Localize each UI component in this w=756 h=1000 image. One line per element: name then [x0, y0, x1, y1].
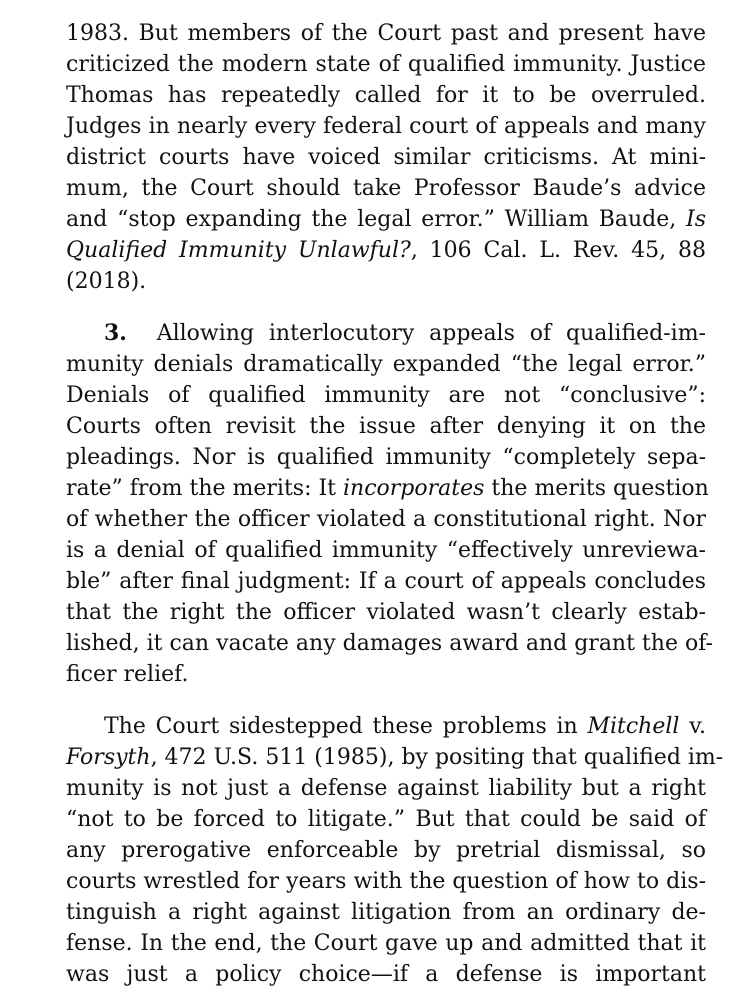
text-line: fense. In the end, the Court gave up and admitted that it: [66, 931, 706, 956]
paragraph-3: [66, 711, 724, 990]
text-line: Judges in nearly every federal court of appeals and many: [66, 114, 706, 139]
text-line: mum, the Court should take Professor Baude’s advice: [66, 176, 706, 201]
italic-emphasis: incorporates: [343, 476, 485, 501]
text-line: [66, 204, 706, 235]
section-number: 3.: [104, 320, 127, 346]
text-line: munity denials dramatically expanded “the legal error.”: [66, 352, 706, 377]
text-segment: The Court sidestepped these problems in: [104, 714, 588, 739]
text-line: (2018).: [66, 269, 147, 294]
text-segment: , 106 Cal. L. Rev. 45, 88: [410, 238, 706, 263]
text-line: criticized the modern state of qualified immunity. Justice: [66, 52, 706, 77]
text-line: ble” after final judgment: If a court of appeals concludes: [66, 569, 706, 594]
text-line: [66, 318, 706, 349]
text-line: pleadings. Nor is qualified immunity “completely sepa-: [66, 445, 706, 470]
document-page: [66, 18, 724, 990]
text-line: [66, 235, 706, 266]
paragraph-1: [66, 18, 706, 297]
italic-case-name: Forsyth: [66, 745, 151, 770]
text-line: [66, 742, 724, 773]
text-segment: , 472 U.S. 511 (1985), by positing that qualified im-: [150, 745, 724, 770]
text-line: any prerogative enforceable by pretrial dismissal, so: [66, 838, 706, 863]
italic-case-name: Mitchell: [587, 714, 680, 739]
text-line: munity is not just a defense against liability but a right: [66, 776, 706, 801]
text-segment: Allowing interlocutory appeals of qualified-im-: [156, 321, 706, 346]
italic-citation: Qualified Immunity Unlawful?: [66, 238, 411, 263]
text-line: of whether the officer violated a constitutional right. Nor: [66, 507, 706, 532]
text-line: Courts often revisit the issue after denying it on the: [66, 414, 706, 439]
text-line: 1983. But members of the Court past and present have: [66, 21, 706, 46]
paragraph-2: [66, 318, 713, 690]
text-line: is a denial of qualified immunity “effectively unreviewa-: [66, 538, 706, 563]
text-line: that the right the officer violated wasn’t clearly estab-: [66, 600, 706, 625]
text-line: district courts have voiced similar criticisms. At mini-: [66, 145, 706, 170]
text-line: tinguish a right against litigation from an ordinary de-: [66, 900, 706, 925]
text-segment: v.: [679, 714, 707, 739]
text-line: [66, 711, 706, 742]
text-line: [66, 473, 709, 504]
italic-citation: Is: [686, 207, 706, 232]
text-line: “not to be forced to litigate.” But that could be said of: [66, 807, 706, 832]
text-segment: rate” from the merits: It: [66, 476, 344, 501]
text-segment: the merits question: [484, 476, 709, 501]
text-line: lished, it can vacate any damages award and grant the of-: [66, 631, 713, 656]
text-line: Thomas has repeatedly called for it to be overruled.: [66, 83, 706, 108]
text-line: was just a policy choice—if a defense is important: [66, 962, 706, 987]
text-line: ficer relief.: [66, 662, 189, 687]
text-segment: and “stop expanding the legal error.” William Baude,: [66, 207, 687, 232]
text-line: courts wrestled for years with the question of how to dis-: [66, 869, 706, 894]
text-line: Denials of qualified immunity are not “conclusive”:: [66, 383, 706, 408]
